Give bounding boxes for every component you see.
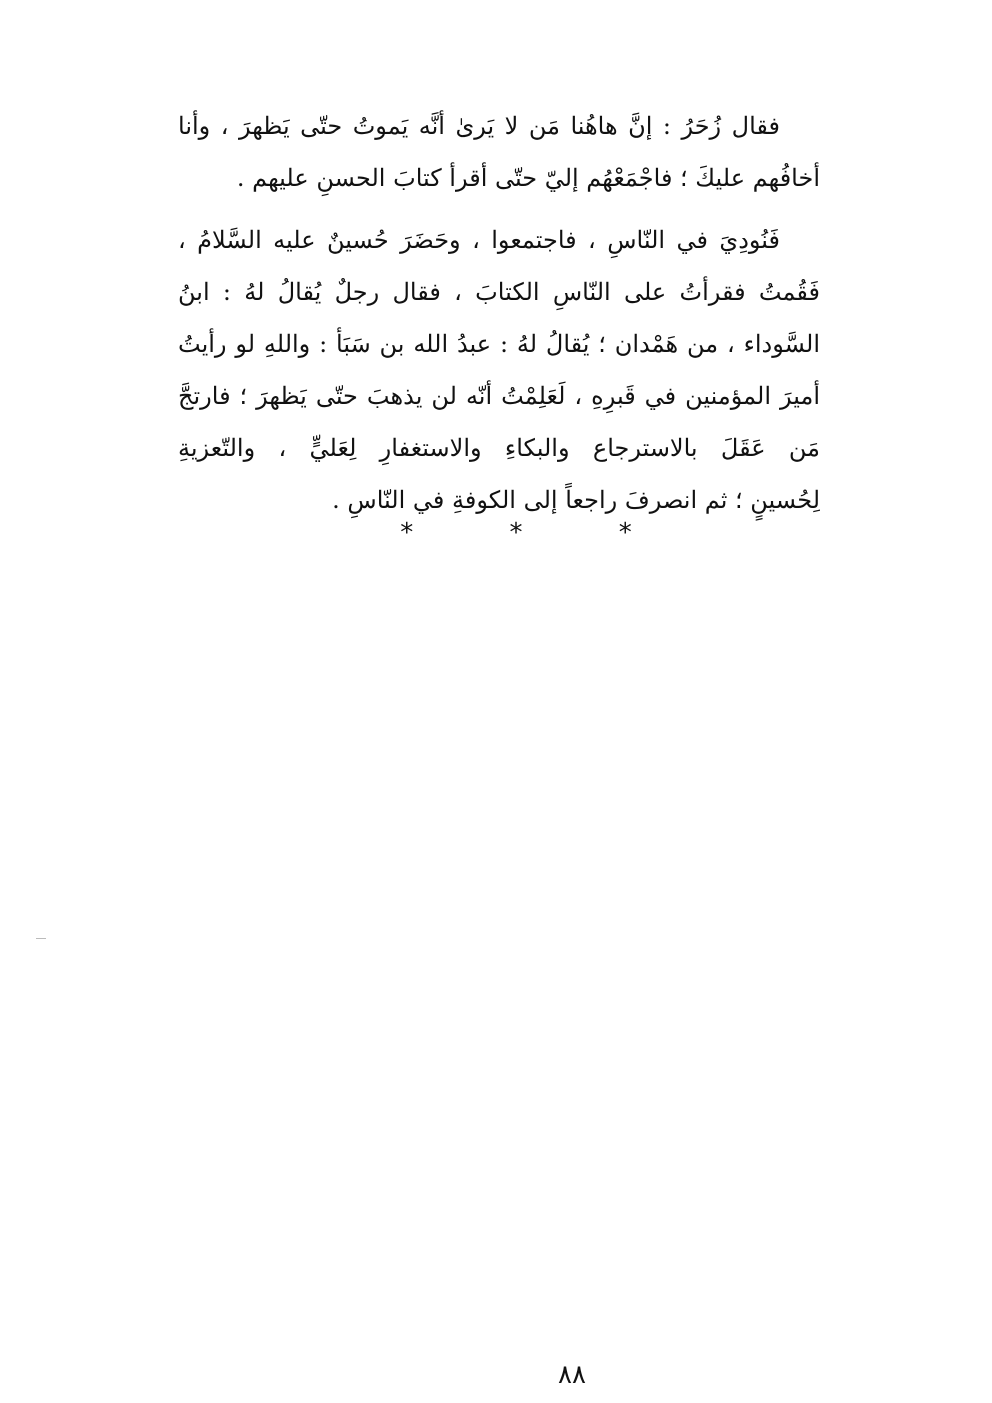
asterisk-icon: *	[400, 518, 444, 548]
scan-mark	[36, 938, 46, 939]
text-line: فَقُمتُ فقرأتُ على النّاسِ الكتابَ ، فقال رجلٌ يُقالُ لهُ : ابنُ	[178, 278, 820, 306]
text-line: فَنُودِيَ في النّاسِ ، فاجتمعوا ، وحَضَرَ حُسينٌ عليه السَّلامُ ،	[178, 226, 780, 254]
text-line: أميرَ المؤمنين في قَبرِهِ ، لَعَلِمْتُ أنّه لن يذهبَ حتّى يَظهرَ ؛ فارتجَّ	[178, 382, 820, 410]
text-line: فقال زُحَرُ : إنَّ هاهُنا مَن لا يَرىٰ أنَّه يَموتُ حتّى يَظهرَ ، وأنا	[178, 112, 780, 140]
paragraph-2	[178, 214, 820, 526]
asterisk-icon: *	[509, 518, 553, 548]
text-line: لِحُسينٍ ؛ ثم انصرفَ راجعاً إلى الكوفةِ في النّاسِ .	[332, 486, 820, 514]
section-separator	[0, 518, 992, 548]
paragraph-1	[178, 100, 820, 204]
text-line: أخافُهم عليكَ ؛ فاجْمَعْهُم إليّ حتّى أقرأ كتابَ الحسنِ عليهم .	[236, 164, 820, 192]
text-line: السَّوداء ، من هَمْدان ؛ يُقالُ لهُ : عبدُ الله بن سَبَأ : واللهِ لو رأيتُ	[178, 330, 820, 358]
body-text	[178, 100, 820, 526]
page-number: ٨٨	[558, 1360, 586, 1390]
text-line: مَن عَقَلَ بالاسترجاع والبكاءِ والاستغفارِ لِعَليٍّ ، والتّعزيةِ	[178, 434, 820, 462]
asterisk-icon: *	[618, 518, 662, 548]
